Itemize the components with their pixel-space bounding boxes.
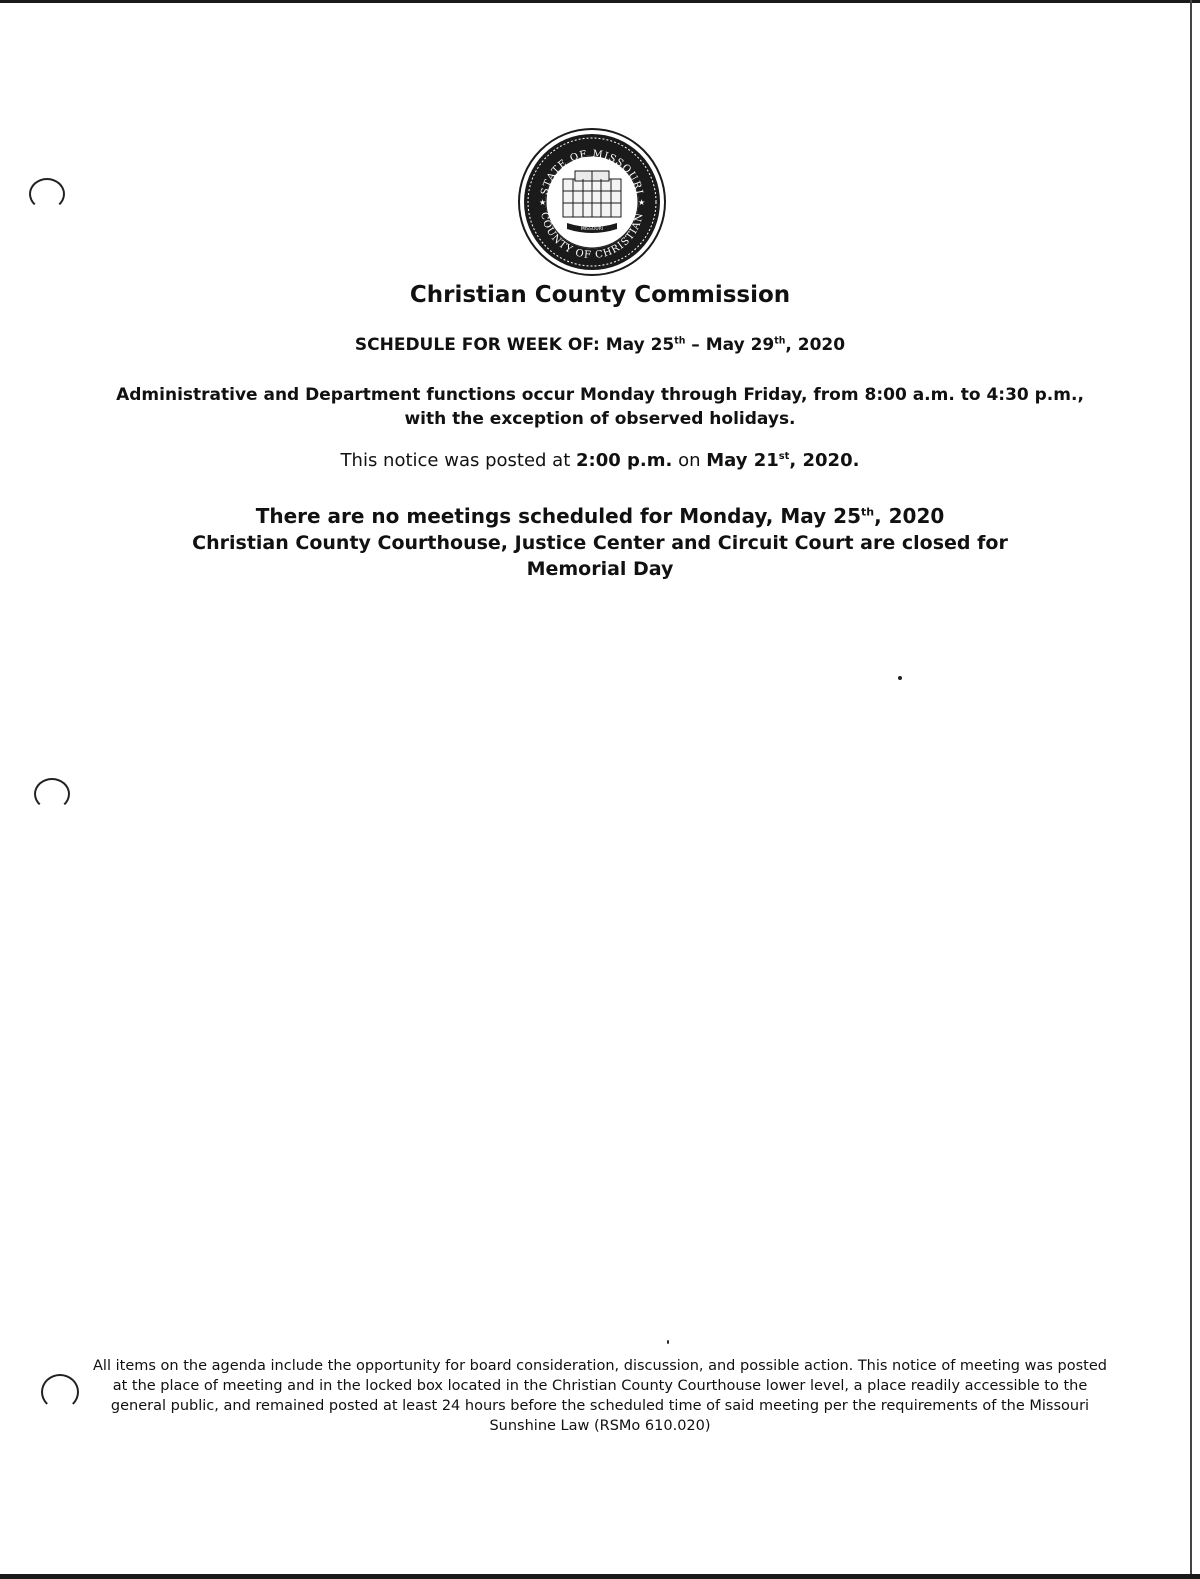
svg-text:STATE OF MISSOURI: STATE OF MISSOURI xyxy=(539,148,645,197)
schedule-end-suffix: th xyxy=(774,335,786,347)
posted-prefix: This notice was posted at xyxy=(340,450,576,471)
page-border-top xyxy=(0,0,1200,3)
posted-middle: on xyxy=(672,450,707,471)
schedule-label: SCHEDULE FOR WEEK OF: xyxy=(354,335,606,355)
punch-hole-bottom xyxy=(41,1374,79,1410)
posted-time: 2:00 p.m. xyxy=(575,450,673,471)
schedule-week-line xyxy=(60,335,1140,355)
schedule-year: , 2020 xyxy=(785,335,846,355)
svg-text:★: ★ xyxy=(638,198,646,207)
schedule-dash: – xyxy=(685,335,706,355)
schedule-start: May 25 xyxy=(605,335,675,355)
page-border-bottom xyxy=(0,1574,1200,1579)
speck-mark xyxy=(667,1340,669,1344)
svg-text:COUNTY OF CHRISTIAN: COUNTY OF CHRISTIAN xyxy=(538,211,646,262)
closure-notice: Christian County Courthouse, Justice Center and Circuit Court are closed for Memorial Day xyxy=(192,532,1008,580)
no-meetings-notice xyxy=(60,503,1140,530)
punch-hole-middle xyxy=(34,778,70,810)
punch-hole-top xyxy=(29,178,65,210)
admin-hours-text xyxy=(60,383,1140,431)
no-meetings-text: There are no meetings scheduled for Monday, May 25 xyxy=(255,504,861,528)
admin-hours-line-1: Administrative and Department functions occur Monday through Friday, from 8:00 a.m. to 4:30 p.m., xyxy=(116,385,1084,405)
no-meetings-year: , 2020 xyxy=(874,504,945,528)
schedule-start-suffix: th xyxy=(674,335,686,347)
page-border-right xyxy=(1190,0,1192,1579)
no-meetings-suffix: th xyxy=(860,505,875,519)
admin-hours-line-2: with the exception of observed holidays. xyxy=(404,409,796,429)
county-seal-icon xyxy=(517,127,667,277)
svg-text:MISSOURI: MISSOURI xyxy=(580,227,604,232)
svg-text:★: ★ xyxy=(539,198,547,207)
posted-notice-line xyxy=(60,450,1140,471)
page-title: Christian County Commission xyxy=(409,282,791,308)
speck-mark xyxy=(898,676,902,680)
posted-date: May 21st, 2020. xyxy=(706,450,860,471)
schedule-end: May 29 xyxy=(705,335,775,355)
footer-disclaimer: All items on the agenda include the opportunity for board consideration, discussion, and possible action. This notice of meeting was posted at the place of meeting and in the locked box located in the Christian County Courthouse lower level, a place readily accessible to the general public, and remained posted at least 24 hours before the scheduled time of said meeting per the requirements of the Missouri Sunshine Law (RSMo 610.020) xyxy=(93,1358,1107,1434)
